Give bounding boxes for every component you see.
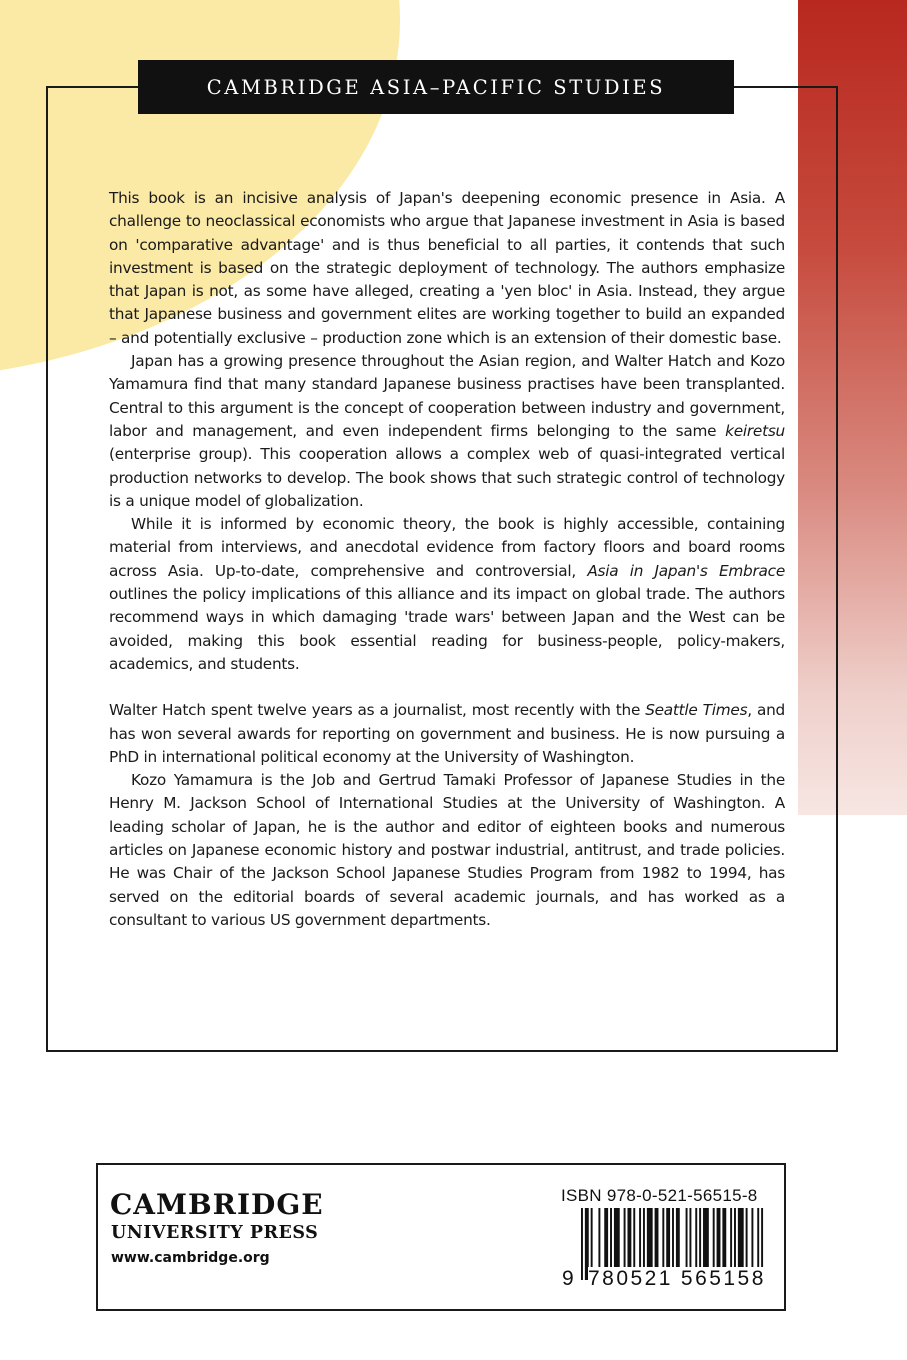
barcode-bar bbox=[746, 1208, 748, 1268]
description-paragraph-2: Japan has a growing presence throughout the Asian region, and Walter Hatch and Kozo Yamamura find that many standard Japanese business practises have been transplanted. Central to this argument is the concept of cooperation between industry and government, labor and management, and even independent firms belonging to the same keiretsu (enterprise group). This cooperation allows a complex web of quasi-integrated vertical production networks to develop. The book shows that such strategic control of technology is a unique model of globalization. bbox=[109, 352, 785, 510]
barcode-bar bbox=[662, 1208, 664, 1268]
publisher-url: www.cambridge.org bbox=[111, 1250, 270, 1266]
barcode-bar bbox=[581, 1208, 583, 1280]
barcode-bar bbox=[610, 1208, 612, 1268]
barcode-digits bbox=[588, 1267, 764, 1291]
blurb-text bbox=[109, 187, 785, 932]
barcode-bar bbox=[730, 1208, 732, 1268]
barcode-digit: 0 bbox=[616, 1267, 629, 1290]
barcode-digit: 2 bbox=[644, 1267, 657, 1290]
barcode-bar bbox=[751, 1208, 753, 1268]
barcode-center-gap bbox=[673, 1267, 679, 1291]
barcode-bar bbox=[666, 1208, 670, 1268]
barcode-digit: 5 bbox=[709, 1267, 722, 1290]
barcode-bar bbox=[722, 1208, 726, 1268]
barcode-bar bbox=[738, 1208, 744, 1268]
isbn-label: ISBN 978-0-521-56515-8 bbox=[561, 1186, 758, 1205]
barcode-bar bbox=[699, 1208, 701, 1268]
barcode-digit: 8 bbox=[751, 1267, 764, 1290]
barcode-digit: 1 bbox=[658, 1267, 671, 1290]
barcode-bar bbox=[647, 1208, 653, 1268]
barcode-bar bbox=[627, 1208, 631, 1268]
barcode-bar bbox=[598, 1208, 600, 1268]
barcode-bar bbox=[734, 1208, 736, 1268]
barcode-bar bbox=[591, 1208, 593, 1268]
barcode-digit: 8 bbox=[602, 1267, 615, 1290]
author-bio-hatch: Walter Hatch spent twelve years as a journalist, most recently with the Seattle Times, and has won several awards for reporting on government and business. He is now pursuing a PhD in international political economy at the University of Washington. bbox=[109, 701, 786, 766]
barcode-digit: 5 bbox=[737, 1267, 750, 1290]
barcode-bar bbox=[655, 1208, 659, 1268]
description-paragraph-3: While it is informed by economic theory, the book is highly accessible, containing material from interviews, and anecdotal evidence from factory floors and board rooms across Asia. Up-to-date, comprehensive and controversial, Asia in Japan's Embrace outlines the policy implications of this alliance and its impact on global trade. The authors recommend ways in which damaging 'trade wars' between Japan and the West can be avoided, making this book essential reading for business-people, policy-makers, academics, and students. bbox=[109, 515, 785, 673]
barcode-digit: 5 bbox=[630, 1267, 643, 1290]
barcode-bar bbox=[686, 1208, 688, 1268]
barcode-bar bbox=[633, 1208, 635, 1268]
book-title-italic: Asia in Japan's Embrace bbox=[587, 561, 785, 580]
barcode-bar bbox=[713, 1208, 715, 1268]
barcode-bar bbox=[639, 1208, 641, 1268]
barcode-bar bbox=[695, 1208, 697, 1268]
description-paragraph-1: This book is an incisive analysis of Japan's deepening economic presence in Asia. A challenge to neoclassical economists who argue that Japanese investment in Asia is based on 'comparative advantage' and is thus beneficial to all parties, it contends that such investment is based on the strategic deployment of technology. The authors emphasize that Japan is not, as some have alleged, creating a 'yen bloc' in Asia. Instead, they argue that Japanese business and government elites are working together to build an expanded – and potentially exclusive – production zone which is an extension of their domestic base. bbox=[109, 189, 785, 347]
barcode-digit: 1 bbox=[723, 1267, 736, 1290]
keiretsu-term: keiretsu bbox=[725, 421, 785, 440]
series-banner bbox=[138, 60, 734, 114]
barcode-digit: 7 bbox=[588, 1267, 601, 1290]
barcode-bar bbox=[689, 1208, 691, 1268]
series-title: CAMBRIDGE ASIA–PACIFIC STUDIES bbox=[206, 75, 666, 99]
barcode-first-digit: 9 bbox=[562, 1267, 574, 1290]
barcode-digit: 6 bbox=[695, 1267, 708, 1290]
barcode-bar bbox=[624, 1208, 626, 1268]
barcode-bar bbox=[643, 1208, 645, 1268]
barcode-bar bbox=[717, 1208, 721, 1268]
publisher-logo-subtitle: UNIVERSITY PRESS bbox=[111, 1223, 319, 1243]
barcode-bar bbox=[614, 1208, 620, 1268]
barcode-bar bbox=[703, 1208, 709, 1268]
newspaper-title-italic: Seattle Times bbox=[645, 701, 748, 720]
publisher-logo-name: CAMBRIDGE bbox=[110, 1188, 324, 1221]
author-bio-yamamura: Kozo Yamamura is the Job and Gertrud Tamaki Professor of Japanese Studies in the Henry M. Jackson School of International Studies at the University of Washington. A leading scholar of Japan, he is the author and editor of eighteen books and numerous articles on Japanese economic history and postwar industrial, antitrust, and trade policies. He was Chair of the Jackson School Japanese Studies Program from 1982 to 1994, has served on the editorial boards of several academic journals, and has worked as a consultant to various US government departments. bbox=[109, 771, 785, 929]
barcode-bar bbox=[604, 1208, 608, 1268]
barcode-digit: 5 bbox=[680, 1267, 694, 1290]
